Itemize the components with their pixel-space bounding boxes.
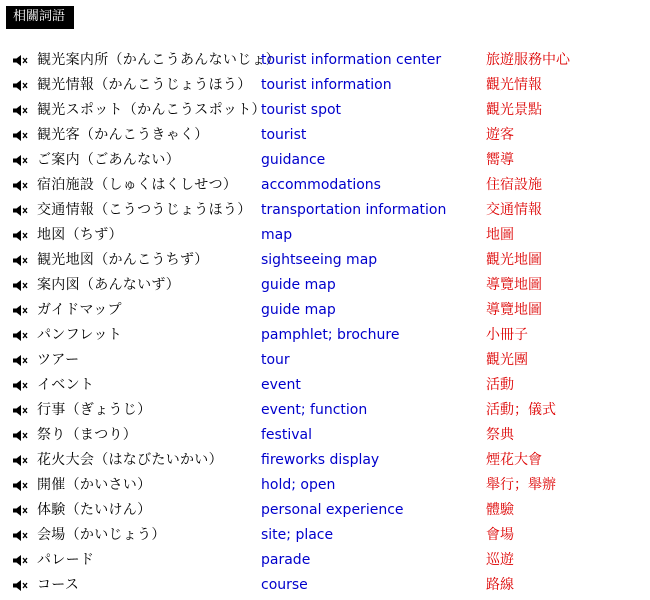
japanese-term: 観光情報（かんこうじょうほう） (37, 77, 252, 93)
english-translation: course (261, 577, 308, 593)
chinese-translation: 舉行；舉辦 (486, 477, 556, 493)
chinese-translation: 體驗 (486, 502, 514, 518)
speaker-muted-icon[interactable] (12, 279, 28, 292)
speaker-muted-icon[interactable] (12, 529, 28, 542)
speaker-muted-icon[interactable] (12, 79, 28, 92)
japanese-term: パレード (37, 552, 95, 568)
chinese-translation: 祭典 (486, 427, 514, 443)
english-translation: map (261, 227, 293, 243)
japanese-term: ガイドマップ (37, 302, 122, 318)
list-item (0, 473, 650, 498)
chinese-translation: 小冊子 (486, 327, 528, 343)
chinese-translation: 活動 (486, 377, 514, 393)
english-translation: sightseeing map (261, 252, 378, 268)
speaker-muted-icon[interactable] (12, 304, 28, 317)
list-item (0, 573, 650, 598)
chinese-translation: 觀光團 (486, 352, 528, 368)
japanese-term: 地図（ちず） (37, 227, 123, 243)
english-translation: pamphlet; brochure (261, 327, 400, 343)
japanese-term: 祭り（まつり） (37, 427, 138, 443)
list-item (0, 548, 650, 573)
japanese-term: ツアー (37, 352, 80, 368)
japanese-term: 体験（たいけん） (37, 502, 152, 518)
list-item (0, 48, 650, 73)
speaker-muted-icon[interactable] (12, 229, 28, 242)
section-heading: 相關詞語 (6, 6, 74, 29)
speaker-muted-icon[interactable] (12, 179, 28, 192)
chinese-translation: 旅遊服務中心 (486, 52, 570, 68)
chinese-translation: 觀光地圖 (486, 252, 542, 268)
english-translation: tour (261, 352, 290, 368)
chinese-translation: 住宿設施 (486, 177, 542, 193)
list-item (0, 348, 650, 373)
speaker-muted-icon[interactable] (12, 54, 28, 67)
list-item (0, 398, 650, 423)
list-item (0, 223, 650, 248)
list-item (0, 373, 650, 398)
speaker-muted-icon[interactable] (12, 404, 28, 417)
vocabulary-list (0, 48, 650, 598)
english-translation: festival (261, 427, 312, 443)
chinese-translation: 導覽地圖 (486, 302, 542, 318)
speaker-muted-icon[interactable] (12, 454, 28, 467)
speaker-muted-icon[interactable] (12, 554, 28, 567)
english-translation: hold; open (261, 477, 336, 493)
japanese-term: 行事（ぎょうじ） (37, 402, 152, 418)
english-translation: fireworks display (261, 452, 380, 468)
english-translation: parade (261, 552, 311, 568)
english-translation: tourist spot (261, 102, 342, 118)
english-translation: guide map (261, 277, 336, 293)
english-translation: accommodations (261, 177, 381, 193)
speaker-muted-icon[interactable] (12, 379, 28, 392)
speaker-muted-icon[interactable] (12, 479, 28, 492)
speaker-muted-icon[interactable] (12, 254, 28, 267)
chinese-translation: 地圖 (486, 227, 514, 243)
chinese-translation: 觀光景點 (486, 102, 542, 118)
japanese-term: パンフレット (37, 327, 123, 343)
chinese-translation: 活動；儀式 (486, 402, 556, 418)
speaker-muted-icon[interactable] (12, 504, 28, 517)
japanese-term: ご案内（ごあんない） (37, 152, 180, 168)
chinese-translation: 導覽地圖 (486, 277, 542, 293)
japanese-term: 交通情報（こうつうじょうほう） (37, 202, 252, 218)
english-translation: tourist information center (261, 52, 442, 68)
list-item (0, 323, 650, 348)
japanese-term: 花火大会（はなびたいかい） (37, 452, 223, 468)
japanese-term: 宿泊施設（しゅくはくしせつ） (37, 177, 238, 193)
speaker-muted-icon[interactable] (12, 579, 28, 592)
speaker-muted-icon[interactable] (12, 104, 28, 117)
japanese-term: 観光客（かんこうきゃく） (37, 127, 209, 143)
list-item (0, 148, 650, 173)
chinese-translation: 路線 (486, 577, 514, 593)
japanese-term: イベント (37, 377, 95, 393)
chinese-translation: 觀光情報 (486, 77, 542, 93)
chinese-translation: 煙花大會 (486, 452, 542, 468)
english-translation: tourist (261, 127, 307, 143)
chinese-translation: 交通情報 (486, 202, 542, 218)
list-item (0, 123, 650, 148)
speaker-muted-icon[interactable] (12, 429, 28, 442)
japanese-term: 観光案内所（かんこうあんないじょ） (37, 52, 281, 68)
speaker-muted-icon[interactable] (12, 204, 28, 217)
japanese-term: 観光地図（かんこうちず） (37, 252, 209, 268)
english-translation: transportation information (261, 202, 447, 218)
english-translation: personal experience (261, 502, 404, 518)
list-item (0, 448, 650, 473)
english-translation: event; function (261, 402, 368, 418)
list-item (0, 523, 650, 548)
speaker-muted-icon[interactable] (12, 329, 28, 342)
japanese-term: 開催（かいさい） (37, 477, 152, 493)
list-item (0, 198, 650, 223)
japanese-term: コース (37, 577, 80, 593)
english-translation: site; place (261, 527, 334, 543)
list-item (0, 298, 650, 323)
list-item (0, 73, 650, 98)
list-item (0, 98, 650, 123)
english-translation: guide map (261, 302, 336, 318)
japanese-term: 会場（かいじょう） (37, 527, 166, 543)
speaker-muted-icon[interactable] (12, 354, 28, 367)
speaker-muted-icon[interactable] (12, 154, 28, 167)
japanese-term: 案内図（あんないず） (37, 277, 180, 293)
list-item (0, 248, 650, 273)
japanese-term: 観光スポット（かんこうスポット） (37, 102, 266, 118)
speaker-muted-icon[interactable] (12, 129, 28, 142)
chinese-translation: 嚮導 (486, 152, 514, 168)
list-item (0, 423, 650, 448)
list-item (0, 173, 650, 198)
list-item (0, 498, 650, 523)
list-item (0, 273, 650, 298)
chinese-translation: 遊客 (486, 127, 514, 143)
english-translation: event (261, 377, 301, 393)
english-translation: guidance (261, 152, 326, 168)
chinese-translation: 會場 (486, 527, 514, 543)
chinese-translation: 巡遊 (486, 552, 514, 568)
english-translation: tourist information (261, 77, 392, 93)
